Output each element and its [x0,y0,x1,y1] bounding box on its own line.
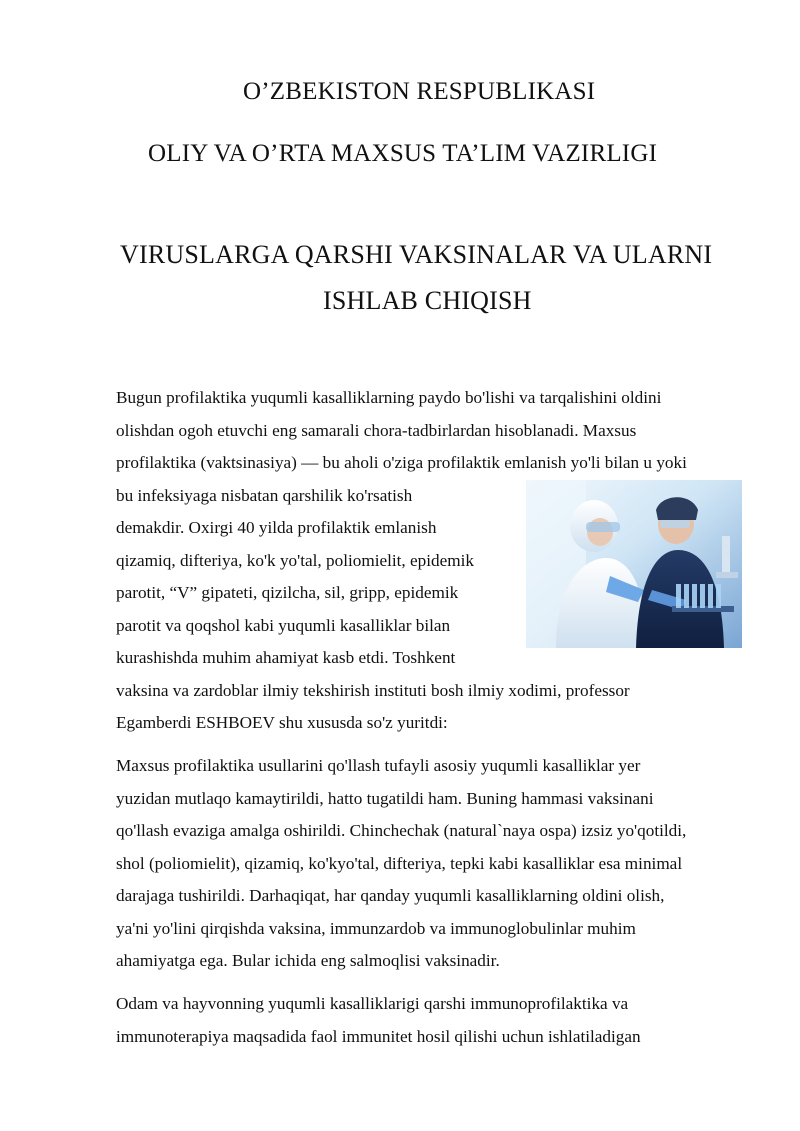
laboratory-photo [526,480,742,648]
body-line: profilaktika (vaktsinasiya) — bu aholi o'ziga profilaktik emlanish yo'li bilan u yoki [116,453,687,472]
body-line: immunoterapiya maqsadida faol immunitet hosil qilishi uchun ishlatiladigan [116,1027,641,1046]
body-line: shol (poliomielit), qizamiq, ko'kyo'tal, difteriya, tepki kabi kasalliklar esa minimal [116,854,683,873]
body-line: yuzidan mutlaqo kamaytirildi, hatto tugatildi ham. Buning hammasi vaksinani [116,789,654,808]
body-line: ya'ni yo'lini qirqishda vaksina, immunzardob va immunoglobulinlar muhim [116,919,636,938]
body-line: parotit va qoqshol kabi yuqumli kasalliklar bilan [116,616,451,635]
body-line: ahamiyatga ega. Bular ichida eng salmoqlisi vaksinadir. [116,951,500,970]
body-line: demakdir. Oxirgi 40 yilda profilaktik emlanish [116,518,437,537]
body-line: Bugun profilaktika yuqumli kasalliklarning paydo bo'lishi va tarqalishini oldini [116,388,662,407]
body-line: qo'llash evaziga amalga oshirildi. Chinchechak (natural`naya ospa) izsiz yo'qotildi, [116,821,687,840]
document-title-line-1: VIRUSLARGA QARSHI VAKSINALAR VA ULARNI [120,240,713,269]
body-line: vaksina va zardoblar ilmiy tekshirish instituti bosh ilmiy xodimi, professor [116,681,630,700]
document-title-line-2: ISHLAB CHIQISH [323,286,532,315]
body-line: Egamberdi ESHBOEV shu xususda so'z yuritdi: [116,713,448,732]
ministry-header-line-2: OLIY VA O’RTA MAXSUS TA’LIM VAZIRLIGI [148,140,658,167]
body-line: Maxsus profilaktika usullarini qo'llash tufayli asosiy yuqumli kasalliklar yer [116,756,641,775]
body-line: qizamiq, difteriya, ko'k yo'tal, poliomielit, epidemik [116,551,474,570]
ministry-header-line-1: O’ZBEKISTON RESPUBLIKASI [243,78,596,105]
laboratory-scientists-icon [526,480,742,648]
body-line: olishdan ogoh etuvchi eng samarali chora-tadbirlardan hisoblanadi. Maxsus [116,421,637,440]
body-line: parotit, “V” gipateti, qizilcha, sil, gripp, epidemik [116,583,459,602]
body-line: Odam va hayvonning yuqumli kasalliklarigi qarshi immunoprofilaktika va [116,994,629,1013]
body-line: darajaga tushirildi. Darhaqiqat, har qanday yuqumli kasalliklarning oldini olish, [116,886,665,905]
body-line: bu infeksiyaga nisbatan qarshilik ko'rsatish [116,486,413,505]
body-line: kurashishda muhim ahamiyat kasb etdi. Toshkent [116,648,456,667]
